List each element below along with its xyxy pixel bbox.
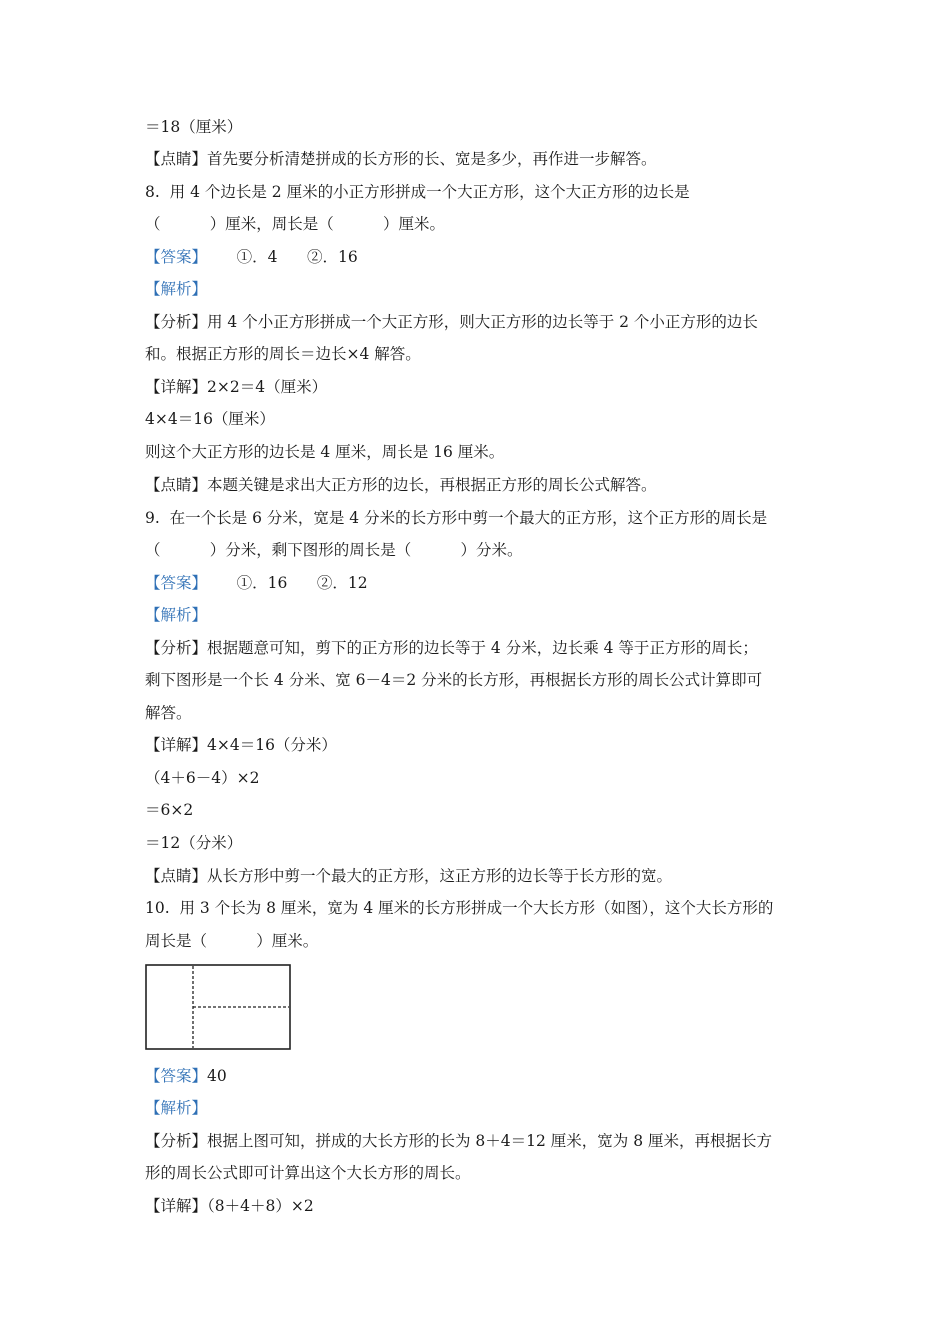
answer-label: 【答案】 [145, 574, 208, 592]
question-10-blanks: 周长是（ ）厘米。 [145, 932, 319, 950]
text-line: 解答。 [145, 704, 192, 722]
text-line: 4×4＝16（厘米） [145, 410, 275, 428]
analysis-line [145, 605, 207, 625]
text-line: （4＋6－4）×2 [145, 769, 260, 787]
answer-text: 40 [207, 1067, 227, 1085]
answer-text: ①．4 ②．16 [207, 248, 358, 266]
analysis-label: 【解析】 [145, 606, 208, 624]
question-9-blanks: （ ）分米，剩下图形的周长是（ ）分米。 [145, 541, 523, 559]
analysis-label: 【解析】 [145, 1099, 208, 1117]
text-line: ＝12（分米） [145, 834, 243, 852]
text-line: ＝6×2 [145, 801, 194, 819]
text-line: 【分析】根据上图可知，拼成的大长方形的长为 8＋4＝12 厘米，宽为 8 厘米，再根据长方 [145, 1132, 773, 1150]
analysis-line [145, 279, 207, 299]
answer-label: 【答案】 [145, 248, 208, 266]
text-line: 和。根据正方形的周长＝边长×4 解答。 [145, 345, 421, 363]
question-10-line: 10. 用 3 个长为 8 厘米，宽为 4 厘米的长方形拼成一个大长方形（如图），这个大长方形的 [145, 899, 774, 917]
text-line: 【详解】（8＋4＋8）×2 [145, 1197, 314, 1215]
answer-line [145, 247, 358, 267]
analysis-line [145, 1098, 207, 1118]
text-line: 【分析】用 4 个小正方形拼成一个大正方形，则大正方形的边长等于 2 个小正方形的边长 [145, 313, 758, 331]
text-line: ＝18（厘米） [145, 118, 243, 136]
analysis-label: 【解析】 [145, 280, 208, 298]
text-line: 【详解】2×2＝4（厘米） [145, 378, 328, 396]
question-8-blanks: （ ）厘米，周长是（ ）厘米。 [145, 215, 446, 233]
text-line: 形的周长公式即可计算出这个大长方形的周长。 [145, 1164, 471, 1182]
text-line: 【分析】根据题意可知，剪下的正方形的边长等于 4 分米，边长乘 4 等于正方形的周长； [145, 639, 758, 657]
text-line: 剩下图形是一个长 4 分米、宽 6－4＝2 分米的长方形，再根据长方形的周长公式计算即可 [145, 671, 763, 689]
text-line: 【点睛】从长方形中剪一个最大的正方形，这正方形的边长等于长方形的宽。 [145, 867, 673, 885]
text-line: 【点睛】本题关键是求出大正方形的边长，再根据正方形的周长公式解答。 [145, 476, 657, 494]
rectangle-figure [145, 964, 291, 1050]
answer-text: ①．16 ②．12 [207, 574, 368, 592]
answer-line [145, 573, 368, 593]
text-line: 【详解】4×4＝16（分米） [145, 736, 337, 754]
question-8-line: 8. 用 4 个边长是 2 厘米的小正方形拼成一个大正方形，这个大正方形的边长是 [145, 183, 690, 201]
text-line: 则这个大正方形的边长是 4 厘米，周长是 16 厘米。 [145, 443, 505, 461]
text-line: 【点睛】首先要分析清楚拼成的长方形的长、宽是多少，再作进一步解答。 [145, 150, 657, 168]
question-9-line: 9. 在一个长是 6 分米，宽是 4 分米的长方形中剪一个最大的正方形，这个正方形的周长是 [145, 509, 768, 527]
answer-line [145, 1066, 227, 1086]
answer-label: 【答案】 [145, 1067, 208, 1085]
